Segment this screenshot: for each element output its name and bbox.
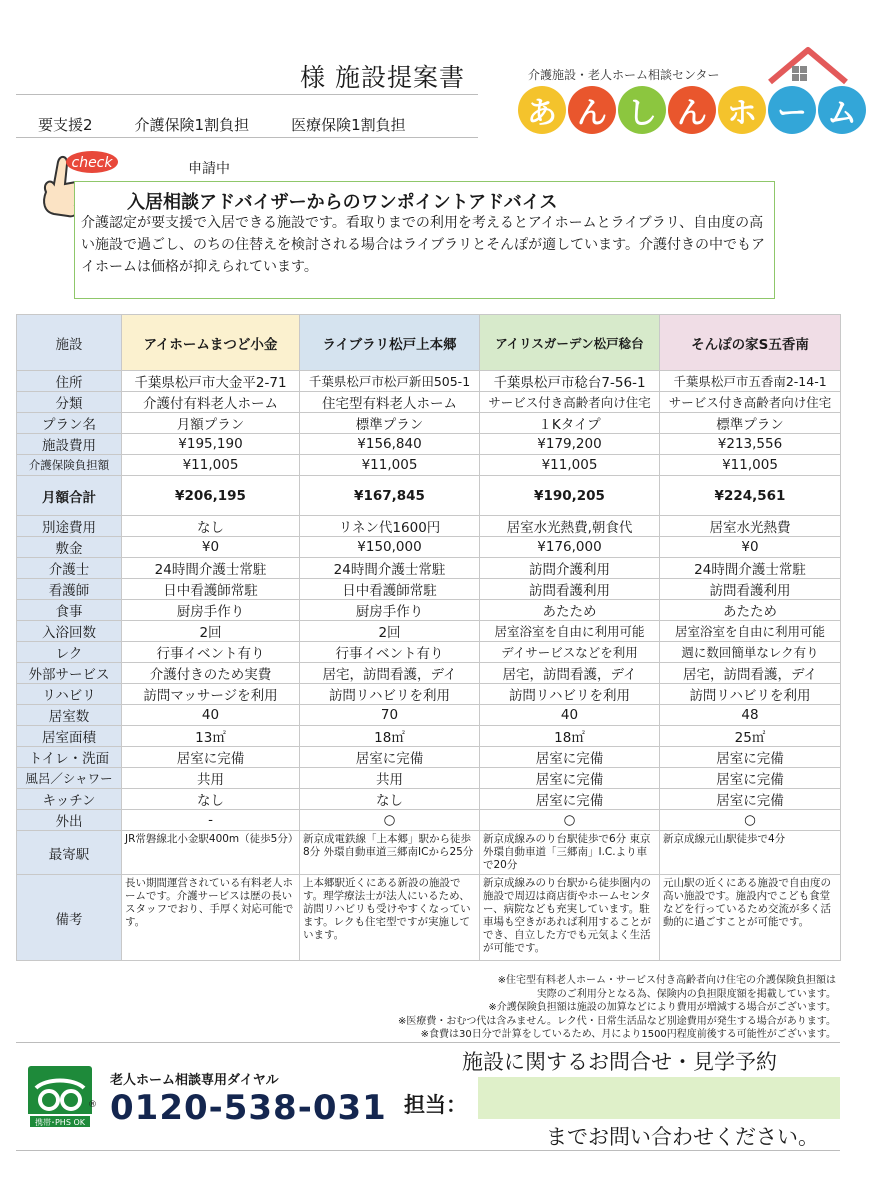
row-label: リハビリ: [17, 684, 122, 705]
cell-value: なし: [122, 789, 300, 810]
cell-value: 月額プラン: [122, 413, 300, 434]
advice-text: 介護認定が要支援で入居できる施設です。看取りまでの利用を考えるとアイホームとライブラリ、自由度の高い施設で過ごし、のちの住替えを検討される場合はライブラリとそんぽが適しています。介護付きの中でもアイホームは価格が抑えられています。: [81, 215, 766, 275]
table-row: [17, 434, 841, 455]
free-dial-icon: [28, 1066, 92, 1128]
cell-value: 居室に完備: [300, 747, 480, 768]
row-label: 住所: [17, 371, 122, 392]
row-label: 入浴回数: [17, 621, 122, 642]
cell-value: ¥213,556: [660, 434, 841, 455]
care-level: 要支援2: [38, 116, 93, 134]
table-row: [17, 558, 841, 579]
cell-value: ¥195,190: [122, 434, 300, 455]
table-row: [17, 726, 841, 747]
cell-value: 居室に完備: [122, 747, 300, 768]
monthly-total: ¥224,561: [660, 476, 841, 516]
cell-value: 新京成線みのり台駅から徒歩圏内の施設で周辺は商店街やホームセンター、病院なども充実しています。駐車場も空きがあれば利用することができ、自立した方でも元気よく生活が可能です。: [480, 875, 660, 961]
cell-value: 訪問マッサージを利用: [122, 684, 300, 705]
cell-value: 居室に完備: [480, 768, 660, 789]
cell-value: 訪問介護利用: [480, 558, 660, 579]
table-row: [17, 392, 841, 413]
cell-value: 24時間介護士常駐: [122, 558, 300, 579]
cell-value: 訪問リハビリを利用: [480, 684, 660, 705]
table-row: [17, 413, 841, 434]
check-badge-label: check: [71, 155, 113, 171]
footer-divider: [16, 1042, 840, 1043]
contact-person-label: 担当：: [404, 1093, 467, 1117]
cell-value: 居室に完備: [660, 789, 841, 810]
table-row: [17, 621, 841, 642]
row-label: 居室面積: [17, 726, 122, 747]
footnote: 実際のご利用分となる為、保険内の負担限度額を掲載しています。: [536, 988, 836, 1000]
footnotes: [398, 974, 836, 1042]
cell-value: ¥179,200: [480, 434, 660, 455]
brand-logo: [518, 44, 857, 144]
cell-value: 千葉県松戸市松戸新田505-1: [300, 371, 480, 392]
cell-value: 千葉県松戸市五香南2-14-1: [660, 371, 841, 392]
cell-value: 千葉県松戸市稔台7-56-1: [480, 371, 660, 392]
cell-value: 13㎡: [122, 726, 300, 747]
registered-mark: ®: [88, 1100, 97, 1110]
table-row: [17, 600, 841, 621]
table-row: [17, 642, 841, 663]
row-label: プラン名: [17, 413, 122, 434]
cell-value: 25㎡: [660, 726, 841, 747]
cell-value: -: [122, 810, 300, 831]
cell-value: 住宅型有料老人ホーム: [300, 392, 480, 413]
medical-insurance: 医療保険1割負担: [291, 116, 406, 134]
row-label: 施設費用: [17, 434, 122, 455]
footer-bottom-divider: [16, 1150, 840, 1151]
row-label: 介護士: [17, 558, 122, 579]
cell-value: 長い期間運営されている有料老人ホームです。介護サービスは歴の長いスタッフでおり、手厚く対応可能です。: [122, 875, 300, 961]
table-row: [17, 537, 841, 558]
cell-value: 居室に完備: [660, 768, 841, 789]
contact-person-field[interactable]: [478, 1077, 840, 1119]
row-label: 別途費用: [17, 516, 122, 537]
cell-value: 24時間介護士常駐: [300, 558, 480, 579]
row-label: 敷金: [17, 537, 122, 558]
cell-value: 48: [660, 705, 841, 726]
contact-closing: までお問い合わせください。: [546, 1125, 819, 1149]
cell-value: あたため: [660, 600, 841, 621]
cell-value: 共用: [122, 768, 300, 789]
brand-char: ー: [768, 86, 816, 134]
cell-value: ¥150,000: [300, 537, 480, 558]
facility-name: アイホームまつど小金: [122, 315, 300, 371]
cell-value: 居室水光熱費: [660, 516, 841, 537]
cell-value: 2回: [300, 621, 480, 642]
cell-value: ○: [300, 810, 480, 831]
inquiry-title: 施設に関するお問合せ・見学予約: [462, 1050, 777, 1074]
table-row: [17, 810, 841, 831]
cell-value: 18㎡: [300, 726, 480, 747]
footnote: ※住宅型有料老人ホーム・サービス付き高齢者向け住宅の介護保険負担額は: [497, 975, 836, 986]
cell-value: 訪問看護利用: [660, 579, 841, 600]
advice-box: [74, 181, 775, 299]
cell-value: 訪問看護利用: [480, 579, 660, 600]
cell-value: 介護付きのため実費: [122, 663, 300, 684]
header-divider: [16, 94, 478, 95]
table-row: [17, 705, 841, 726]
application-status: 申請中: [188, 161, 230, 177]
cell-value: ¥176,000: [480, 537, 660, 558]
monthly-total-row: [17, 476, 841, 516]
cell-value: ○: [660, 810, 841, 831]
row-label: 風呂／シャワー: [17, 768, 122, 789]
table-row: [17, 579, 841, 600]
cell-value: 40: [480, 705, 660, 726]
cell-value: 共用: [300, 768, 480, 789]
table-row: [17, 875, 841, 961]
advice-title: 入居相談アドバイザーからのワンポイントアドバイス: [127, 192, 558, 213]
table-row: [17, 831, 841, 875]
row-label: トイレ・洗面: [17, 747, 122, 768]
cell-value: 元山駅の近くにある施設で自由度の高い施設です。施設内でこども食堂などを行っているため交流が多く活動的に過ごすことが可能です。: [660, 875, 841, 961]
row-label: 食事: [17, 600, 122, 621]
cell-value: 居室に完備: [480, 789, 660, 810]
cell-value: 日中看護師常駐: [300, 579, 480, 600]
table-row: [17, 455, 841, 476]
status-row: [38, 114, 406, 135]
cell-value: 行事イベント有り: [122, 642, 300, 663]
cell-value: 週に数回簡単なレク有り: [660, 642, 841, 663]
brand-char: ん: [568, 86, 616, 134]
cell-value: 新京成線元山駅徒歩で4分: [660, 831, 841, 875]
cell-value: 居室浴室を自由に利用可能: [660, 621, 841, 642]
table-row: [17, 684, 841, 705]
cell-value: ¥0: [122, 537, 300, 558]
cell-value: 居室に完備: [660, 747, 841, 768]
footnote: ※食費は30日分で計算をしているため、月により1500円程度前後する可能性がございます。: [420, 1029, 836, 1040]
cell-value: 居室に完備: [480, 747, 660, 768]
cell-value: あたため: [480, 600, 660, 621]
facility-name: ライブラリ松戸上本郷: [300, 315, 480, 371]
facility-name: そんぽの家S五香南: [660, 315, 841, 371]
phone-number[interactable]: 0120-538-031: [110, 1088, 387, 1128]
brand-char: ん: [668, 86, 716, 134]
page-title: 様 施設提案書: [300, 63, 465, 92]
table-row: [17, 747, 841, 768]
cell-value: 日中看護師常駐: [122, 579, 300, 600]
table-row: [17, 371, 841, 392]
cell-value: ¥156,840: [300, 434, 480, 455]
cell-value: ¥11,005: [660, 455, 841, 476]
cell-value: なし: [122, 516, 300, 537]
facility-name: アイリスガーデン松戸稔台: [480, 315, 660, 371]
brand-subtitle: 介護施設・老人ホーム相談センター: [528, 68, 720, 82]
cell-value: 2回: [122, 621, 300, 642]
cell-value: 上本郷駅近くにある新設の施設です。理学療法士が法人にいるため、訪問リハビリも受けやすくなっています。レクも住宅型ですが実施しています。: [300, 875, 480, 961]
cell-value: 18㎡: [480, 726, 660, 747]
brand-char: し: [618, 86, 666, 134]
monthly-total: ¥167,845: [300, 476, 480, 516]
logo-badge: 携帯･PHS OK: [34, 1118, 86, 1127]
cell-value: １Kタイプ: [480, 413, 660, 434]
cell-value: 厨房手作り: [122, 600, 300, 621]
cell-value: ¥11,005: [300, 455, 480, 476]
row-label: 介護保険負担額: [17, 455, 122, 476]
cell-value: 40: [122, 705, 300, 726]
cell-value: 新京成電鉄線「上本郷」駅から徒歩8分 外環自動車道三郷南ICから25分: [300, 831, 480, 875]
row-label: 月額合計: [17, 476, 122, 516]
cell-value: JR常磐線北小金駅400m（徒歩5分）: [122, 831, 300, 875]
row-label: 外出: [17, 810, 122, 831]
cell-value: デイサービスなどを利用: [480, 642, 660, 663]
cell-value: 訪問リハビリを利用: [660, 684, 841, 705]
cell-value: 居室浴室を自由に利用可能: [480, 621, 660, 642]
status-divider: [16, 137, 478, 138]
brand-char: ホ: [718, 86, 766, 134]
footnote: ※介護保険負担額は施設の加算などにより費用が増減する場合がございます。: [488, 1002, 836, 1013]
cell-value: ¥0: [660, 537, 841, 558]
table-row: [17, 768, 841, 789]
cell-value: 厨房手作り: [300, 600, 480, 621]
brand-char: あ: [518, 86, 566, 134]
cell-value: ○: [480, 810, 660, 831]
row-label: 備考: [17, 875, 122, 961]
cell-value: ¥11,005: [480, 455, 660, 476]
cell-value: ¥11,005: [122, 455, 300, 476]
cell-value: サービス付き高齢者向け住宅: [480, 392, 660, 413]
cell-value: 70: [300, 705, 480, 726]
cell-value: サービス付き高齢者向け住宅: [660, 392, 841, 413]
cell-value: なし: [300, 789, 480, 810]
brand-name: [518, 86, 868, 134]
brand-char: ム: [818, 86, 866, 134]
table-row: [17, 663, 841, 684]
table-header-row: [17, 315, 841, 371]
cell-value: 介護付有料老人ホーム: [122, 392, 300, 413]
cell-value: 居宅，訪問看護，デイ: [300, 663, 480, 684]
cell-value: 新京成線みのり台駅徒歩で6分 東京外環自動車道「三郷南」I.C.より車で20分: [480, 831, 660, 875]
care-insurance: 介護保険1割負担: [134, 116, 250, 134]
monthly-total: ¥190,205: [480, 476, 660, 516]
row-label: 看護師: [17, 579, 122, 600]
cell-value: 標準プラン: [300, 413, 480, 434]
dial-label: 老人ホーム相談専用ダイヤル: [110, 1073, 279, 1088]
row-label: 分類: [17, 392, 122, 413]
cell-value: 24時間介護士常駐: [660, 558, 841, 579]
cell-value: 居宅，訪問看護，デイ: [660, 663, 841, 684]
cell-value: 居室水光熱費,朝食代: [480, 516, 660, 537]
facility-comparison-table: [16, 314, 841, 961]
row-label: 居室数: [17, 705, 122, 726]
footnote: ※医療費・おむつ代は含みません。レク代・日常生活品など別途費用が発生する場合があります。: [398, 1015, 836, 1027]
row-label: 外部サービス: [17, 663, 122, 684]
cell-value: 居宅，訪問看護，デイ: [480, 663, 660, 684]
row-label: キッチン: [17, 789, 122, 810]
cell-value: リネン代1600円: [300, 516, 480, 537]
table-row: [17, 516, 841, 537]
cell-value: 訪問リハビリを利用: [300, 684, 480, 705]
row-label: 施設: [17, 315, 122, 371]
row-label: レク: [17, 642, 122, 663]
table-row: [17, 789, 841, 810]
cell-value: 行事イベント有り: [300, 642, 480, 663]
cell-value: 千葉県松戸市大金平2-71: [122, 371, 300, 392]
row-label: 最寄駅: [17, 831, 122, 875]
cell-value: 標準プラン: [660, 413, 841, 434]
monthly-total: ¥206,195: [122, 476, 300, 516]
